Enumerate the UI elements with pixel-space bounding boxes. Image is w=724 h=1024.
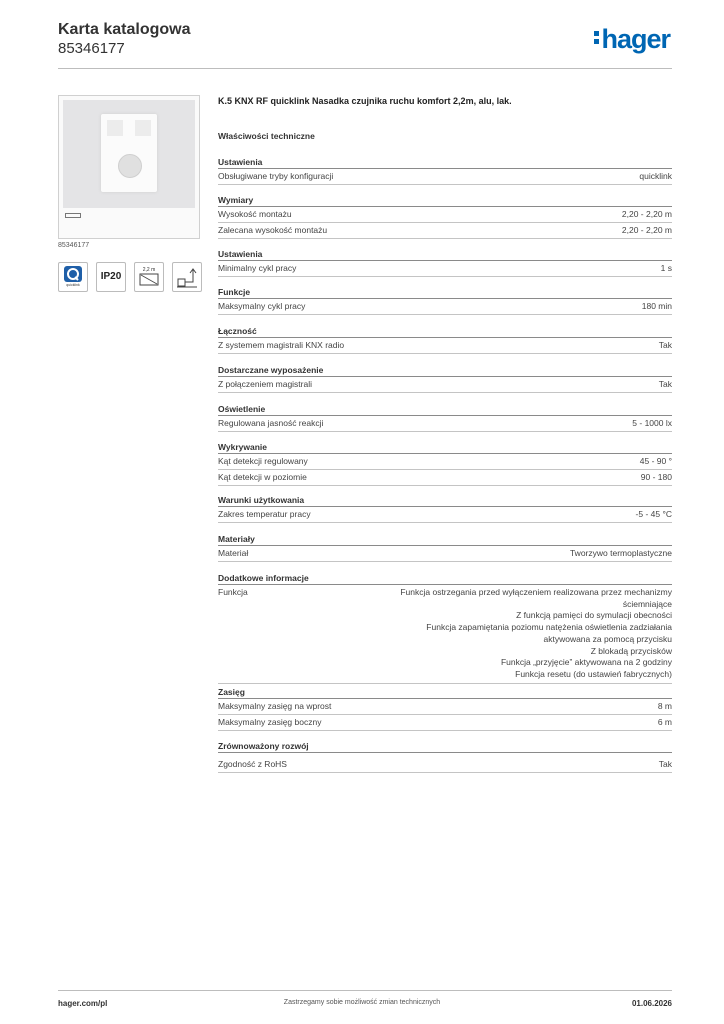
row-value: Tworzywo termoplastyczne <box>569 548 672 558</box>
section-detection <box>218 442 672 486</box>
section-settings-cycle <box>218 249 672 277</box>
hager-logo <box>594 24 670 55</box>
function-line: Funkcja ostrzegania przed wyłączeniem realizowana przez mechanizmy <box>400 587 672 597</box>
table-row <box>218 416 672 432</box>
section-connectivity <box>218 326 672 354</box>
row-label: Wysokość montażu <box>218 209 292 219</box>
row-value-list <box>368 587 672 681</box>
row-value: Tak <box>658 340 672 350</box>
table-row <box>218 507 672 523</box>
row-label: Zakres temperatur pracy <box>218 509 311 519</box>
table-row <box>218 757 672 773</box>
function-line: ściemniające <box>622 598 672 609</box>
quicklink-icon <box>58 262 88 292</box>
header-divider <box>58 68 672 69</box>
section-title: Funkcje <box>218 287 672 299</box>
motion-sensor-icon <box>101 114 157 192</box>
section-supplied-equipment <box>218 365 672 393</box>
row-value: 1 s <box>660 263 672 273</box>
row-label: Kąt detekcji w poziomie <box>218 472 307 482</box>
function-line: Funkcja resetu (do ustawień fabrycznych) <box>515 668 672 679</box>
section-additional-info <box>218 573 672 684</box>
table-row <box>218 223 672 239</box>
row-value: -5 - 45 °C <box>635 509 672 519</box>
row-value: Tak <box>658 379 672 389</box>
section-title: Ustawienia <box>218 157 672 169</box>
footer-divider <box>58 990 672 991</box>
sensor-window-right-icon <box>135 120 151 136</box>
table-row <box>218 207 672 223</box>
section-range <box>218 687 672 731</box>
row-value: 8 m <box>657 701 672 711</box>
table-row <box>218 454 672 470</box>
row-label: Z systemem magistrali KNX radio <box>218 340 345 350</box>
product-image <box>58 95 200 239</box>
section-operating-conditions <box>218 495 672 523</box>
section-title: Łączność <box>218 326 672 338</box>
mounting-height-icon <box>134 262 164 292</box>
section-title: Oświetlenie <box>218 404 672 416</box>
quicklink-icon-label: quicklink <box>66 283 80 287</box>
mounting-height-label: 2,2 m <box>142 267 156 273</box>
table-row <box>218 585 672 684</box>
row-value: 90 - 180 <box>640 472 672 482</box>
section-title: Zasięg <box>218 687 672 699</box>
section-title: Wymiary <box>218 195 672 207</box>
logo-colon-icon <box>594 28 599 47</box>
function-line: Funkcja „przyjęcie” aktywowana na 2 godziny <box>500 657 672 668</box>
product-title: K.5 KNX RF quicklink Nasadka czujnika ruchu komfort 2,2m, alu, lak. <box>218 96 512 106</box>
table-row <box>218 546 672 562</box>
section-dimensions <box>218 195 672 239</box>
function-line: Funkcja zapamiętania poziomu natężenia oświetlenia zadziałania <box>426 622 672 633</box>
section-materials <box>218 534 672 562</box>
row-label: Z połączeniem magistrali <box>218 379 313 389</box>
row-value: 5 - 1000 lx <box>632 418 672 428</box>
section-functions <box>218 287 672 315</box>
section-lighting <box>218 404 672 432</box>
product-photo <box>63 100 195 208</box>
table-row <box>218 261 672 277</box>
sensor-window-left-icon <box>107 120 123 136</box>
footer-date: 01.06.2026 <box>631 999 672 1008</box>
table-row <box>218 169 672 185</box>
table-row <box>218 299 672 315</box>
footer-disclaimer: Zastrzegamy sobie możliwość zmian technicznych <box>283 999 441 1006</box>
row-value: 6 m <box>657 717 672 727</box>
table-row <box>218 715 672 731</box>
function-line: Z blokadą przycisków <box>590 645 672 656</box>
section-title: Ustawienia <box>218 249 672 261</box>
image-caption: 85346177 <box>58 242 90 249</box>
section-title: Dostarczane wyposażenie <box>218 365 672 377</box>
brand-name: hager <box>601 24 670 54</box>
page-title: Karta katalogowa <box>58 21 191 38</box>
row-label: Regulowana jasność reakcji <box>218 418 324 428</box>
row-value: 2,20 - 2,20 m <box>621 209 672 219</box>
table-row <box>218 338 672 354</box>
installation-icon <box>172 262 202 292</box>
section-title: Warunki użytkowania <box>218 495 672 507</box>
row-label: Funkcja <box>218 587 248 597</box>
table-row <box>218 470 672 486</box>
properties-heading: Właściwości techniczne <box>218 131 315 141</box>
function-line: aktywowana za pomocą przycisku <box>543 633 672 644</box>
ip20-icon: IP20 <box>96 262 126 292</box>
row-value: 180 min <box>641 301 672 311</box>
table-row <box>218 377 672 393</box>
footer-website-link[interactable]: hager.com/pl <box>58 999 108 1008</box>
row-label: Obsługiwane tryby konfiguracji <box>218 171 334 181</box>
section-settings-config <box>218 157 672 185</box>
row-label: Maksymalny zasięg na wprost <box>218 701 332 711</box>
product-code: 85346177 <box>58 40 125 57</box>
section-title: Materiały <box>218 534 672 546</box>
section-sustainability <box>218 741 672 773</box>
row-value: 45 - 90 ° <box>639 456 672 466</box>
section-title: Wykrywanie <box>218 442 672 454</box>
row-label: Maksymalny cykl pracy <box>218 301 306 311</box>
sensor-lens-icon <box>118 154 142 178</box>
scale-bar-icon <box>65 213 81 218</box>
section-title: Zrównoważony rozwój <box>218 741 672 753</box>
row-label: Maksymalny zasięg boczny <box>218 717 322 727</box>
row-value: Tak <box>658 759 672 769</box>
table-row <box>218 699 672 715</box>
row-value: 2,20 - 2,20 m <box>621 225 672 235</box>
row-value: quicklink <box>639 171 672 181</box>
row-label: Minimalny cykl pracy <box>218 263 297 273</box>
function-line: Z funkcją pamięci do symulacji obecności <box>516 610 672 621</box>
row-label: Kąt detekcji regulowany <box>218 456 308 466</box>
section-title: Dodatkowe informacje <box>218 573 672 585</box>
row-label: Zgodność z RoHS <box>218 759 287 769</box>
row-label: Materiał <box>218 548 249 558</box>
row-label: Zalecana wysokość montażu <box>218 225 328 235</box>
